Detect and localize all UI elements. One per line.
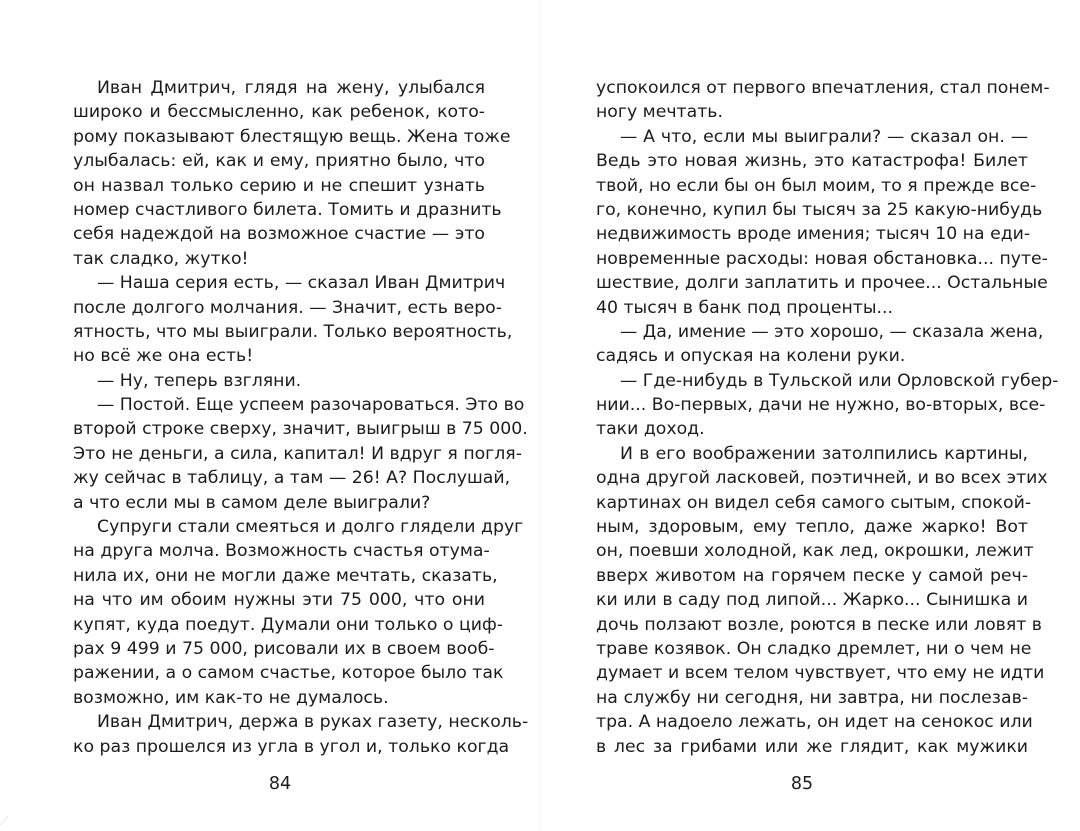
text-line: на друга молча. Возможность счастья отума- xyxy=(73,541,490,562)
text-line: жу сейчас в таблицу, а там — 26! А? Послушай, xyxy=(73,468,511,489)
text-line: после долгого молчания. — Значит, есть веро- xyxy=(73,297,502,318)
text-line: картинах он видел себя самого сытым, спокой- xyxy=(596,492,1032,513)
text-line: го, конечно, купил бы тысяч за 25 какую-нибудь xyxy=(596,199,1043,220)
text-line: И в его воображении затолпились картины, xyxy=(620,443,1028,464)
text-line: Это не деньги, а сила, капитал! И вдруг я погля- xyxy=(73,443,522,464)
text-line: номер счастливого билета. Томить и дразнить xyxy=(73,199,502,220)
text-line: 40 тысяч в банк под проценты... xyxy=(596,297,893,318)
text-line: — Постой. Еще успеем разочароваться. Это во xyxy=(97,395,525,416)
text-line: возможно, им как-то не думалось. xyxy=(73,687,389,708)
text-line: себя надеждой на возможное счастие — это xyxy=(73,224,485,245)
text-line: улыбалась: ей, как и ему, приятно было, что xyxy=(73,151,485,172)
text-line: ятность, что мы выиграли. Только вероятность, xyxy=(73,321,513,342)
text-line: но всё же она есть! xyxy=(73,346,254,367)
text-line: на службу ни сегодня, ни завтра, ни послезав- xyxy=(596,687,1028,708)
text-line: купят, куда поедут. Думали они только о циф- xyxy=(73,614,504,635)
book-gutter xyxy=(538,0,542,831)
text-line: ражении, а о самом счастье, которое было так xyxy=(73,663,504,684)
text-line: так сладко, жутко! xyxy=(73,248,249,269)
text-line: Ведь это новая жизнь, это катастрофа! Билет xyxy=(596,151,1028,172)
text-line: — А что, если мы выиграли? — сказал он. — xyxy=(620,126,1028,147)
text-line: он, поевши холодной, как лед, окрошки, лежит xyxy=(596,541,1034,562)
text-line: а что если мы в самом деле выиграли? xyxy=(73,492,431,513)
text-line: рому показывают блестящую вещь. Жена тоже xyxy=(73,126,511,147)
text-line: нии... Во-первых, дачи не нужно, во-вторых, все- xyxy=(596,395,1046,416)
text-line: ко раз прошелся из угла в угол и, только когда xyxy=(73,736,510,757)
text-line: новременные расходы: новая обстановка... путе- xyxy=(596,248,1048,269)
text-line: одна другой ласковей, поэтичней, и во всех этих xyxy=(596,468,1048,489)
text-line: — Где-нибудь в Тульской или Орловской губер- xyxy=(620,370,1059,391)
text-line: второй строке сверху, значит, выигрыш в 75 000. xyxy=(73,419,528,440)
text-line: — Да, имение — это хорошо, — сказала жена, xyxy=(620,321,1044,342)
text-line: вверх животом на горячем песке у самой реч- xyxy=(596,565,1028,586)
text-line: Супруги стали смеяться и долго глядели друг xyxy=(97,517,524,538)
watermark-corner: ⟋ xyxy=(0,814,9,828)
text-line: — Наша серия есть, — сказал Иван Дмитрич xyxy=(97,273,506,294)
left-page xyxy=(73,76,529,759)
text-line: ногу мечтать. xyxy=(596,102,723,123)
text-line: на что им обоим нужны эти 75 000, что они xyxy=(73,590,485,611)
text-line: шествие, долги заплатить и прочее... Остальные xyxy=(596,273,1048,294)
text-line: широко и бессмысленно, как ребенок, кото- xyxy=(73,102,485,123)
text-line: — Ну, теперь взгляни. xyxy=(97,370,302,391)
text-line: нила их, они не могли даже мечтать, сказать, xyxy=(73,565,498,586)
text-line: таки доход. xyxy=(596,419,705,440)
right-page xyxy=(596,76,1059,759)
page-number: 85 xyxy=(790,774,814,794)
text-line: траве козявок. Он сладко дремлет, ни о чем не xyxy=(596,638,1032,659)
text-line: ным, здоровым, ему тепло, даже жарко! Вот xyxy=(596,517,1028,538)
text-line: рах 9 499 и 75 000, рисовали их в своем вооб- xyxy=(73,638,495,659)
text-line: Иван Дмитрич, держа в руках газету, несколь- xyxy=(97,712,529,733)
text-line: недвижимость вроде имения; тысяч 10 на еди- xyxy=(596,224,1031,245)
text-line: твой, но если бы он был моим, то я прежде все- xyxy=(596,175,1037,196)
text-line: Иван Дмитрич, глядя на жену, улыбался xyxy=(97,78,485,98)
text-line: в лес за грибами или же глядит, как мужики xyxy=(596,736,1028,757)
text-line: думает и всем телом чувствует, что ему не идти xyxy=(596,663,1045,684)
text-line: ки или в саду под липой... Жарко... Сынишка и xyxy=(596,590,1028,611)
text-line: тра. А надоело лежать, он идет на сенокос или xyxy=(596,712,1033,733)
text-line: садясь и опуская на колени руки. xyxy=(596,346,906,367)
text-line: дочь ползают возле, роются в песке или ловят в xyxy=(596,614,1042,635)
text-line: он назвал только серию и не спешит узнать xyxy=(73,175,485,196)
text-line: успокоился от первого впечатления, стал понем- xyxy=(596,78,1050,98)
page-number: 84 xyxy=(268,774,292,794)
